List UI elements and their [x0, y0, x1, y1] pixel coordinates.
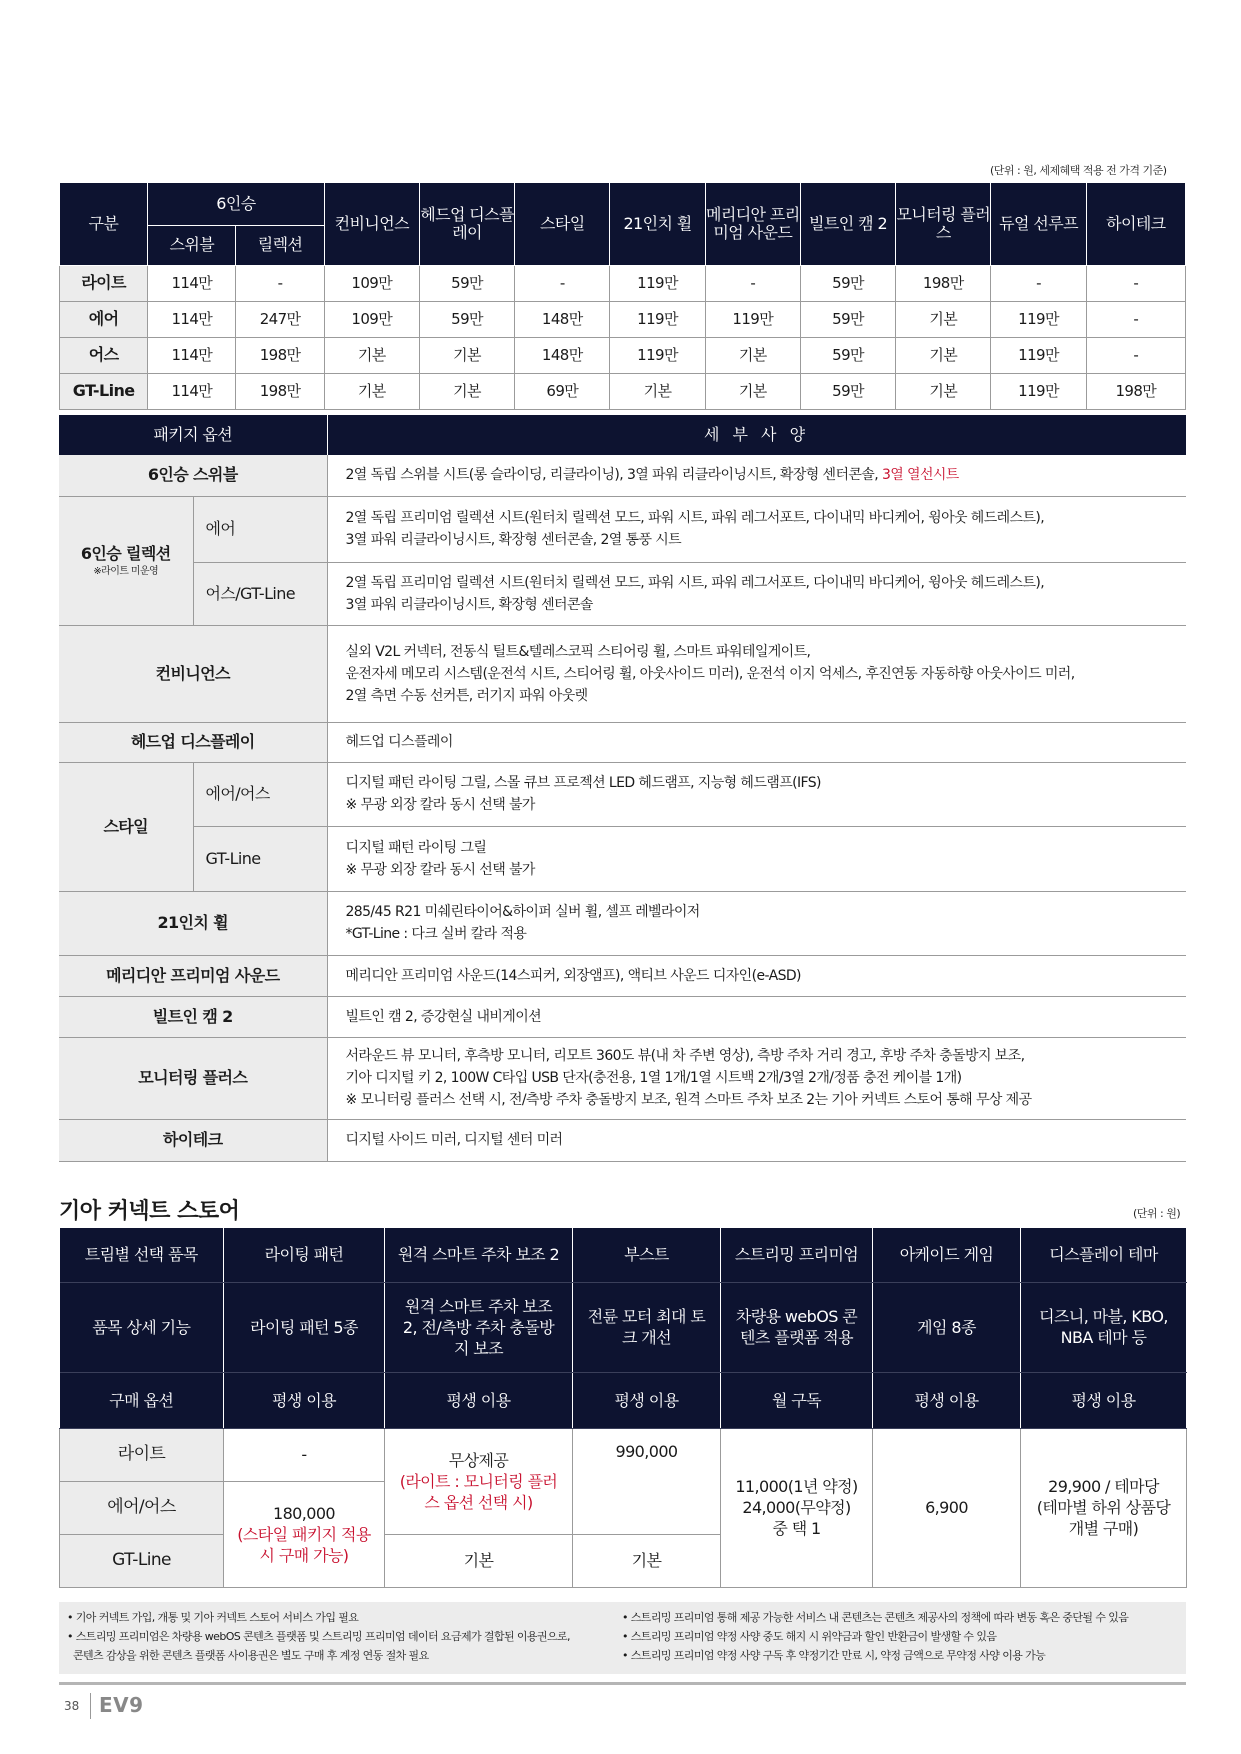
header-meridian: 메리디안 프리미엄 사운드 — [705, 183, 800, 265]
boost-gt: 기본 — [573, 1534, 721, 1587]
pkg-hitech-detail: 디지털 사이드 미러, 디지털 센터 미러 — [327, 1119, 1186, 1161]
store-col-detail: 라이팅 패턴 5종 — [224, 1282, 385, 1372]
price-cell: 기본 — [419, 373, 514, 409]
price-cell: 기본 — [896, 301, 991, 337]
price-cell: 기본 — [324, 373, 419, 409]
price-row-trim: 라이트 — [60, 265, 148, 301]
price-cell: - — [236, 265, 324, 301]
pkg-swivel-detail: 2열 독립 스위블 시트(롱 슬라이딩, 리클라이닝), 3열 파워 리클라이닝시트, 확장형 센터콘솔, 3열 열선시트 — [327, 455, 1186, 496]
price-row — [60, 373, 1186, 409]
store-col-detail: 원격 스마트 주차 보조 2, 전/측방 주차 충돌방지 보조 — [385, 1282, 573, 1372]
pkg-hud-detail: 헤드업 디스플레이 — [327, 722, 1186, 762]
store-col-buy: 평생 이용 — [1021, 1372, 1187, 1428]
footnote-left-1: • 기아 커넥트 가입, 개통 및 기아 커넥트 스토어 서비스 가입 필요 — [67, 1611, 359, 1624]
pkg-relaxion-air: 에어 — [193, 496, 327, 562]
header-category: 구분 — [60, 183, 148, 265]
price-cell: 198만 — [236, 337, 324, 373]
price-cell: 114만 — [148, 337, 236, 373]
price-cell: 148만 — [515, 337, 610, 373]
footnote-right-3: • 스트리밍 프리미엄 약정 사양 구독 후 약정기간 만료 시, 약정 금액으로 무약정 사양 이용 가능 — [622, 1649, 1046, 1662]
footer-divider — [59, 1682, 1186, 1685]
header-convenience: 컨비니언스 — [324, 183, 419, 265]
price-cell: - — [515, 265, 610, 301]
pkg-monitoring-detail: 서라운드 뷰 모니터, 후측방 모니터, 리모트 360도 뷰(내 차 주변 영상), 측방 주차 거리 경고, 후방 주차 충돌방지 보조, 기아 디지털 키 2, 100W C타입 USB 단자(충전용, 1열 1개/1열 시트백 2개/3열 2개/정품 충전 케이블 1개) ※ 모니터링 플러스 선택 시, 전/측방 주차 충돌방지 보조, 원격 스마트 주차 보조 2는 기아 커넥트 스토어 통해 무상 제공 — [327, 1037, 1186, 1119]
price-cell: 59만 — [800, 265, 895, 301]
page-number: 38 — [64, 1699, 80, 1713]
pkg-wheel-detail: 285/45 R21 미쉐린타이어&하이퍼 실버 휠, 셀프 레벨라이저 *GT-Line : 다크 실버 칼라 적용 — [327, 891, 1186, 955]
header-wheel: 21인치 휠 — [610, 183, 705, 265]
price-cell: 114만 — [148, 373, 236, 409]
price-cell: 247만 — [236, 301, 324, 337]
price-cell: 119만 — [610, 337, 705, 373]
game-price: 6,900 — [873, 1428, 1021, 1587]
footnote-right-2: • 스트리밍 프리미엄 약정 사양 중도 해지 시 위약금과 할인 반환금이 발생할 수 있음 — [622, 1630, 997, 1643]
header-hud: 헤드업 디스플레이 — [419, 183, 514, 265]
store-col-detail: 디즈니, 마블, KBO, NBA 테마 등 — [1021, 1282, 1187, 1372]
connect-store-table — [59, 1228, 1187, 1588]
pkg-relaxion-name: 6인승 릴렉션 ※라이트 미운영 — [59, 496, 193, 625]
header-package-option: 패키지 옵션 — [59, 415, 327, 455]
store-col-name: 스트리밍 프리미엄 — [721, 1228, 873, 1282]
store-header-item: 트림별 선택 품목 — [60, 1228, 224, 1282]
store-unit-note: (단위 : 원) — [1133, 1207, 1181, 1220]
price-cell: 기본 — [419, 337, 514, 373]
store-col-detail: 차량용 webOS 콘텐츠 플랫폼 적용 — [721, 1282, 873, 1372]
price-cell: - — [1086, 337, 1185, 373]
package-spec-table — [59, 415, 1187, 1162]
price-cell: 119만 — [991, 301, 1086, 337]
header-style: 스타일 — [515, 183, 610, 265]
theme-price: 29,900 / 테마당 (테마별 하위 상품당 개별 구매) — [1021, 1428, 1187, 1587]
price-cell: - — [1086, 265, 1185, 301]
pkg-hud-name: 헤드업 디스플레이 — [59, 722, 327, 762]
header-cam: 빌트인 캠 2 — [800, 183, 895, 265]
price-cell: 59만 — [419, 301, 514, 337]
parking-free: 무상제공 (라이트 : 모니터링 플러스 옵션 선택 시) — [385, 1428, 573, 1534]
price-cell: 기본 — [705, 337, 800, 373]
pkg-style-gt-detail: 디지털 패턴 라이팅 그릴 ※ 무광 외장 칼라 동시 선택 불가 — [327, 826, 1186, 891]
model-name: EV9 — [99, 1693, 144, 1717]
pkg-meridian-detail: 메리디안 프리미엄 사운드(14스피커, 외장앰프), 액티브 사운드 디자인(e-ASD) — [327, 955, 1186, 996]
store-header-buy: 구매 옵션 — [60, 1372, 224, 1428]
store-trim-gt: GT-Line — [60, 1534, 224, 1587]
price-cell: 59만 — [419, 265, 514, 301]
store-col-name: 디스플레이 테마 — [1021, 1228, 1187, 1282]
pkg-hitech-name: 하이테크 — [59, 1119, 327, 1161]
store-col-buy: 평생 이용 — [873, 1372, 1021, 1428]
store-col-name: 라이팅 패턴 — [224, 1228, 385, 1282]
price-cell: 119만 — [705, 301, 800, 337]
parking-note: (라이트 : 모니터링 플러스 옵션 선택 시) — [399, 1471, 558, 1512]
store-col-name: 부스트 — [573, 1228, 721, 1282]
footnotes-box — [59, 1602, 1186, 1674]
pkg-style-air-detail: 디지털 패턴 라이팅 그릴, 스몰 큐브 프로젝션 LED 헤드램프, 지능형 헤드램프(IFS) ※ 무광 외장 칼라 동시 선택 불가 — [327, 762, 1186, 826]
footnote-left-3: 콘텐츠 감상을 위한 콘텐츠 플랫폼 사이용권은 별도 구매 후 계정 연동 절차 필요 — [73, 1649, 429, 1662]
pkg-wheel-name: 21인치 휠 — [59, 891, 327, 955]
lighting-price: 180,000 (스타일 패키지 적용 시 구매 가능) — [224, 1481, 385, 1587]
header-6seat: 6인승 — [148, 183, 324, 225]
store-col-buy: 평생 이용 — [573, 1372, 721, 1428]
price-cell: 198만 — [236, 373, 324, 409]
pkg-relaxion-earth: 어스/GT-Line — [193, 562, 327, 625]
lighting-lite: - — [224, 1428, 385, 1481]
header-detail-spec: 세 부 사 양 — [327, 415, 1186, 455]
price-cell: 109만 — [324, 265, 419, 301]
price-cell: 198만 — [896, 265, 991, 301]
pkg-relaxion-note: ※라이트 미운영 — [93, 565, 159, 577]
store-col-name: 아케이드 게임 — [873, 1228, 1021, 1282]
price-cell: 119만 — [610, 265, 705, 301]
price-cell: 114만 — [148, 265, 236, 301]
price-cell: 기본 — [896, 373, 991, 409]
option-price-table — [59, 183, 1186, 410]
price-row-trim: 에어 — [60, 301, 148, 337]
price-cell: - — [705, 265, 800, 301]
store-title: 기아 커넥트 스토어 — [59, 1199, 240, 1224]
price-row — [60, 301, 1186, 337]
price-row-trim: GT-Line — [60, 373, 148, 409]
price-cell: 기본 — [324, 337, 419, 373]
pkg-relaxion-air-detail: 2열 독립 프리미엄 릴렉션 시트(원터치 릴렉션 모드, 파워 시트, 파워 레그서포트, 다이내믹 바디케어, 윙아웃 헤드레스트), 3열 파워 리클라이닝시트, 확장형 센터콘솔, 2열 통풍 시트 — [327, 496, 1186, 562]
store-header-detail: 품목 상세 기능 — [60, 1282, 224, 1372]
price-cell: 148만 — [515, 301, 610, 337]
pkg-meridian-name: 메리디안 프리미엄 사운드 — [59, 955, 327, 996]
boost-price: 990,000 — [573, 1428, 721, 1534]
price-cell: 기본 — [705, 373, 800, 409]
pkg-convenience-name: 컨비니언스 — [59, 625, 327, 722]
store-trim-lite: 라이트 — [60, 1428, 224, 1481]
store-col-buy: 평생 이용 — [385, 1372, 573, 1428]
store-trim-air-earth: 에어/어스 — [60, 1481, 224, 1534]
price-cell: 119만 — [991, 337, 1086, 373]
pkg-cam-name: 빌트인 캠 2 — [59, 996, 327, 1037]
price-cell: 59만 — [800, 337, 895, 373]
pkg-style-air: 에어/어스 — [193, 762, 327, 826]
lighting-note: (스타일 패키지 적용 시 구매 가능) — [237, 1524, 371, 1565]
header-hitech: 하이테크 — [1086, 183, 1185, 265]
price-cell: 기본 — [896, 337, 991, 373]
pkg-swivel-detail-highlight: 3열 열선시트 — [881, 467, 959, 484]
store-col-detail: 전륜 모터 최대 토크 개선 — [573, 1282, 721, 1372]
pkg-cam-detail: 빌트인 캠 2, 증강현실 내비게이션 — [327, 996, 1186, 1037]
footnote-right-1: • 스트리밍 프리미엄 통해 제공 가능한 서비스 내 콘텐츠는 콘텐츠 제공사의 정책에 따라 변동 혹은 중단될 수 있음 — [622, 1611, 1129, 1624]
parking-gt: 기본 — [385, 1534, 573, 1587]
price-row — [60, 265, 1186, 301]
header-monitoring: 모니터링 플러스 — [896, 183, 991, 265]
price-cell: 69만 — [515, 373, 610, 409]
price-unit-note: (단위 : 원, 세제혜택 적용 전 가격 기준) — [990, 164, 1167, 177]
pkg-style-gt: GT-Line — [193, 826, 327, 891]
store-col-buy: 월 구독 — [721, 1372, 873, 1428]
footer-separator — [90, 1693, 91, 1719]
price-row-trim: 어스 — [60, 337, 148, 373]
streaming-price: 11,000(1년 약정) 24,000(무약정) 중 택 1 — [721, 1428, 873, 1587]
price-cell: 59만 — [800, 373, 895, 409]
pkg-relaxion-earth-detail: 2열 독립 프리미엄 릴렉션 시트(원터치 릴렉션 모드, 파워 시트, 파워 레그서포트, 다이내믹 바디케어, 윙아웃 헤드레스트), 3열 파워 리클라이닝시트, 확장형 센터콘솔 — [327, 562, 1186, 625]
price-cell: 198만 — [1086, 373, 1185, 409]
store-col-name: 원격 스마트 주차 보조 2 — [385, 1228, 573, 1282]
price-cell: 기본 — [610, 373, 705, 409]
store-col-detail: 게임 8종 — [873, 1282, 1021, 1372]
pkg-convenience-detail: 실외 V2L 커넥터, 전동식 틸트&텔레스코픽 스티어링 휠, 스마트 파워테일게이트, 운전자세 메모리 시스템(운전석 시트, 스티어링 휠, 아웃사이드 미러), 운전석 이지 억세스, 후진연동 자동하향 아웃사이드 미러, 2열 측면 수동 선커튼, 러기지 파워 아웃렛 — [327, 625, 1186, 722]
header-relaxion: 릴렉션 — [236, 225, 324, 265]
footnote-left-2: • 스트리밍 프리미엄은 차량용 webOS 콘텐츠 플랫폼 및 스트리밍 프리미엄 데이터 요금제가 결합된 이용권으로, — [67, 1630, 570, 1643]
price-cell: 59만 — [800, 301, 895, 337]
price-cell: 119만 — [991, 373, 1086, 409]
price-cell: - — [991, 265, 1086, 301]
pkg-monitoring-name: 모니터링 플러스 — [59, 1037, 327, 1119]
price-cell: 114만 — [148, 301, 236, 337]
header-swivel: 스위블 — [148, 225, 236, 265]
price-cell: - — [1086, 301, 1185, 337]
pkg-swivel-name: 6인승 스위블 — [59, 455, 327, 496]
store-col-buy: 평생 이용 — [224, 1372, 385, 1428]
pkg-style-name: 스타일 — [59, 762, 193, 891]
price-cell: 119만 — [610, 301, 705, 337]
price-cell: 109만 — [324, 301, 419, 337]
price-row — [60, 337, 1186, 373]
header-sunroof: 듀얼 선루프 — [991, 183, 1086, 265]
